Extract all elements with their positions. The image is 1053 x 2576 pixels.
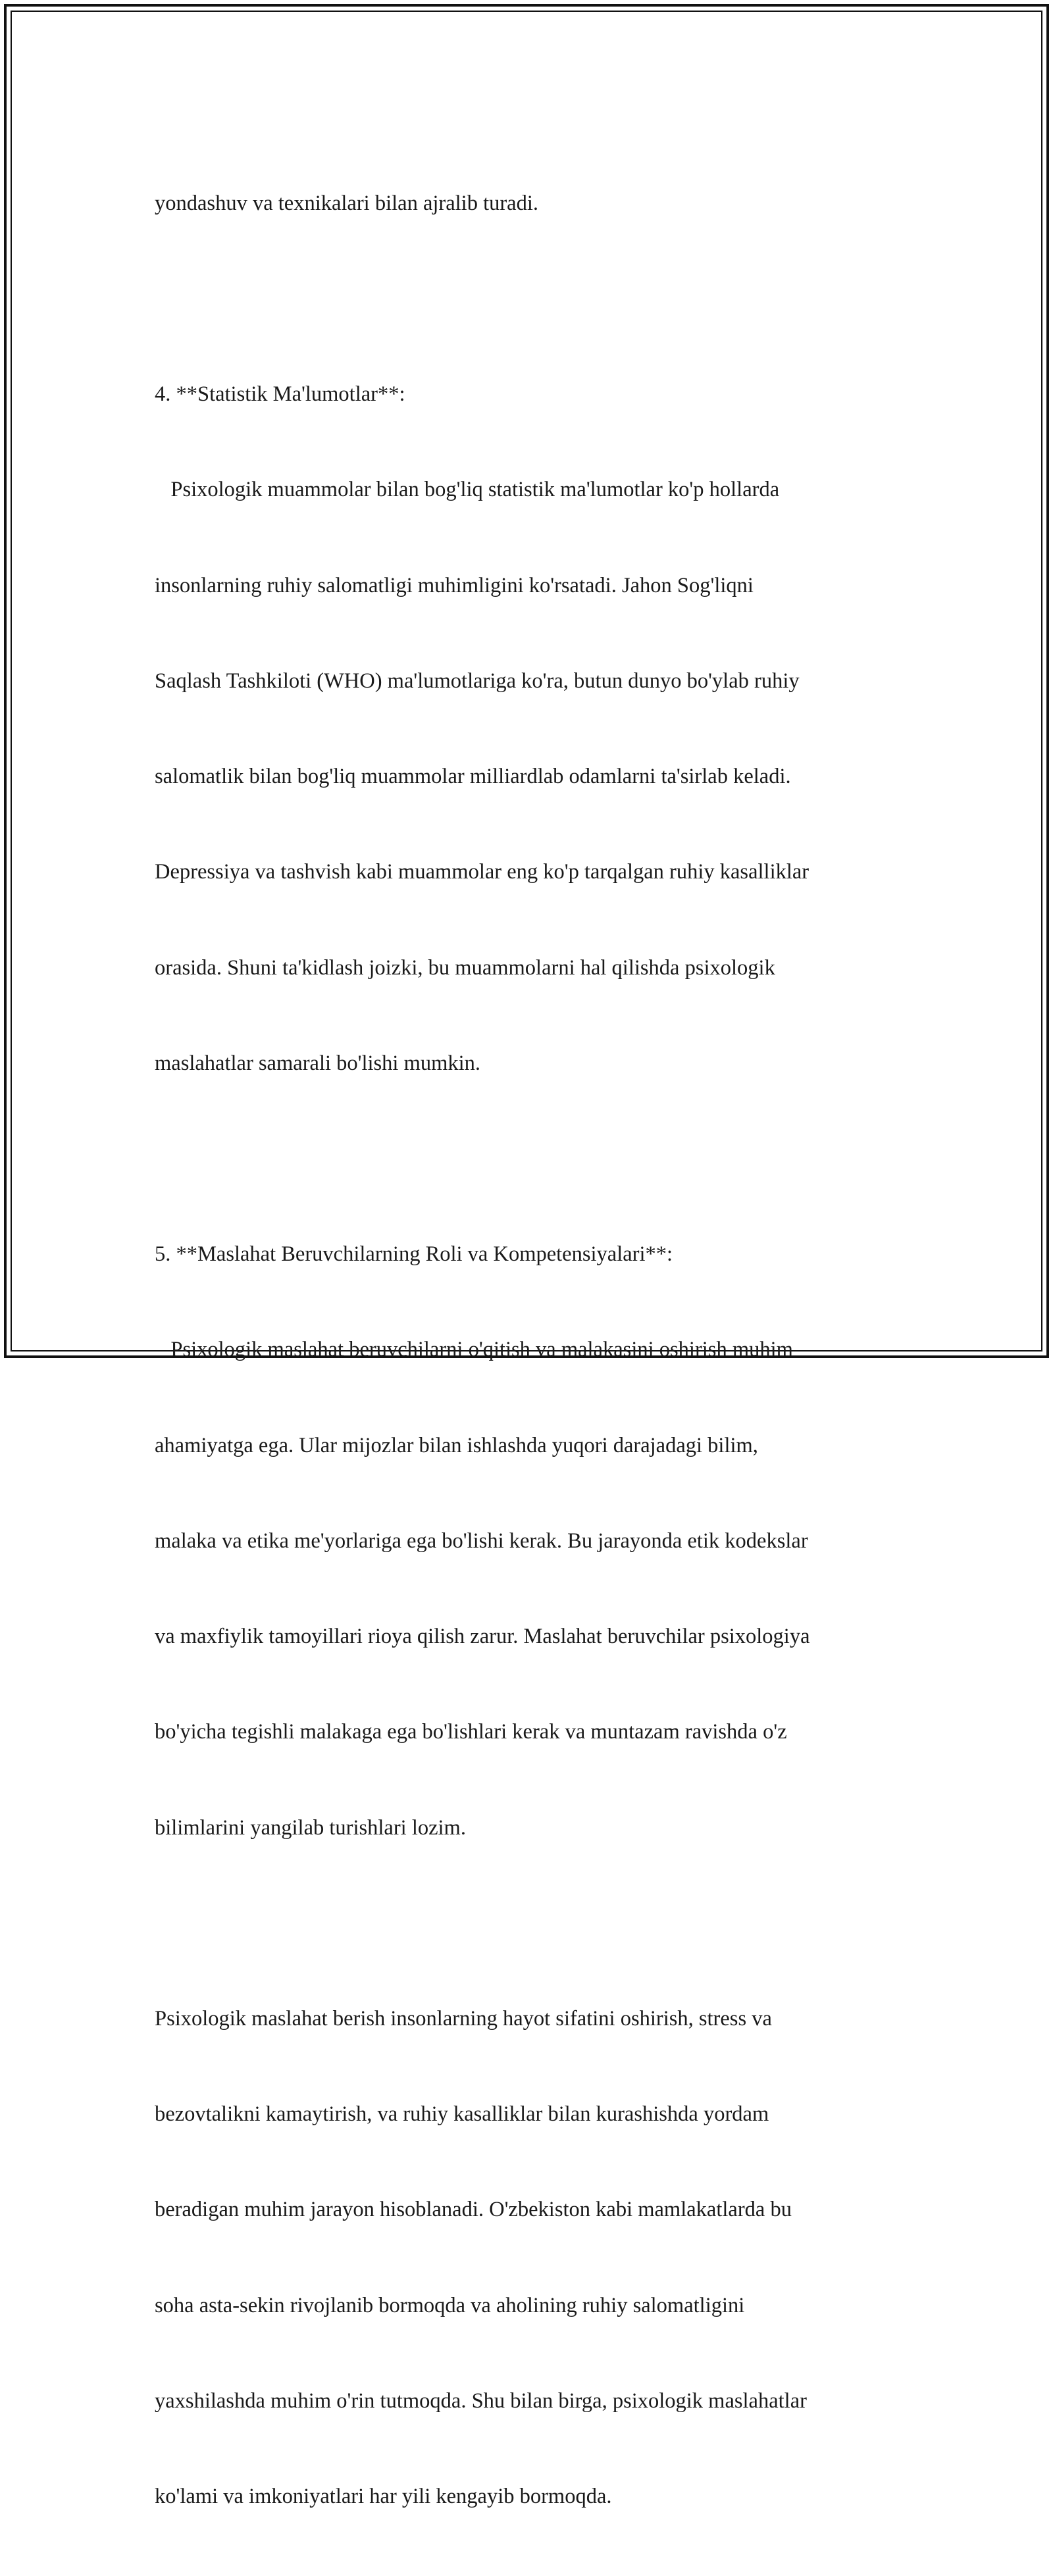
paragraph-gap xyxy=(155,283,912,315)
document-body xyxy=(155,124,912,2576)
paragraph-gap xyxy=(155,1907,912,1939)
text-line: bilimlarini yangilab turishlari lozim. xyxy=(155,1815,466,1840)
text-line: va maxfiylik tamoyillari rioya qilish zarur. Maslahat beruvchilar psixologiya xyxy=(155,1625,810,1649)
text-line: soha asta-sekin rivojlanib bormoqda va aholining ruhiy salomatligini xyxy=(155,2293,745,2317)
text-line: yondashuv va texnikalari bilan ajralib turadi. xyxy=(155,191,539,215)
paragraph-gap xyxy=(155,1143,912,1174)
text-line: bezovtalikni kamaytirish, va ruhiy kasalliklar bilan kurashishda yordam xyxy=(155,2102,769,2127)
text-line: maslahatlar samarali bo'lishi mumkin. xyxy=(155,1051,481,1075)
text-line: insonlarning ruhiy salomatligi muhimligini ko'rsatadi. Jahon Sog'liqni xyxy=(155,573,754,597)
conclusion-paragraph xyxy=(155,1939,912,2576)
text-line: orasida. Shuni ta'kidlash joizki, bu muammolarni hal qilishda psixologik xyxy=(155,955,775,980)
text-line: salomatlik bilan bog'liq muammolar milliardlab odamlarni ta'sirlab keladi. xyxy=(155,765,791,789)
text-line: beradigan muhim jarayon hisoblanadi. O'zbekiston kabi mamlakatlarda bu xyxy=(155,2198,792,2222)
text-line: malaka va etika me'yorlariga ega bo'lishi kerak. Bu jarayonda etik kodekslar xyxy=(155,1528,808,1553)
section-4 xyxy=(155,315,912,1143)
text-line: Depressiya va tashvish kabi muammolar eng ko'p tarqalgan ruhiy kasalliklar xyxy=(155,860,809,884)
text-line: Psixologik muammolar bilan bog'liq statistik ma'lumotlar ko'p hollarda xyxy=(155,478,780,502)
continuation-text xyxy=(155,124,912,283)
section-4-heading: 4. **Statistik Ma'lumotlar**: xyxy=(155,382,405,407)
text-line: ko'lami va imkoniyatlari har yili kengayib bormoqda. xyxy=(155,2485,612,2509)
text-line: Psixologik maslahat berish insonlarning hayot sifatini oshirish, stress va xyxy=(155,2006,772,2031)
section-5-heading: 5. **Maslahat Beruvchilarning Roli va Kompetensiyalari**: xyxy=(155,1242,673,1267)
text-line: bo'yicha tegishli malakaga ega bo'lishlari kerak va muntazam ravishda o'z xyxy=(155,1720,787,1744)
section-5 xyxy=(155,1174,912,1907)
text-line: yaxshilashda muhim o'rin tutmoqda. Shu bilan birga, psixologik maslahatlar xyxy=(155,2388,807,2413)
text-line: ahamiyatga ega. Ular mijozlar bilan ishlashda yuqori darajadagi bilim, xyxy=(155,1433,758,1457)
text-line: Psixologik maslahat beruvchilarni o'qitish va malakasini oshirish muhim xyxy=(155,1338,793,1362)
text-line: Saqlash Tashkiloti (WHO) ma'lumotlariga ko'ra, butun dunyo bo'ylab ruhiy xyxy=(155,669,800,693)
